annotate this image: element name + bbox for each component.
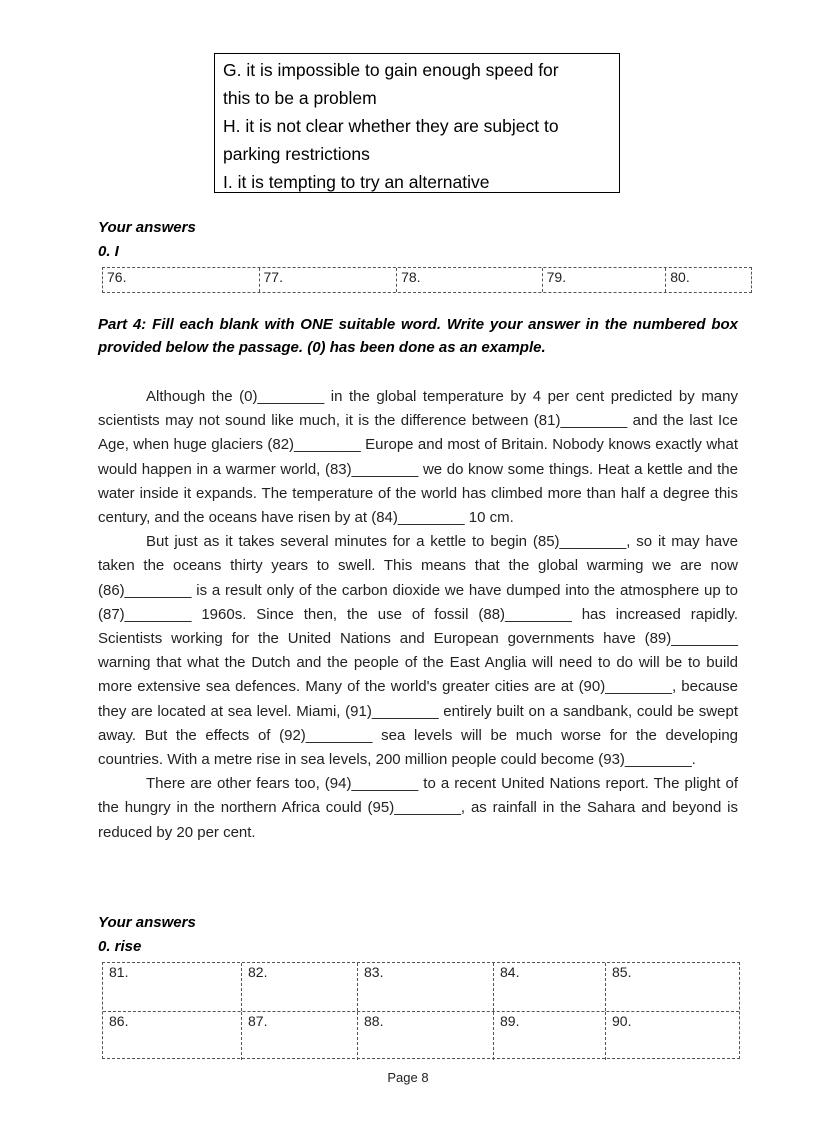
answer-row bbox=[102, 267, 752, 293]
option-line: parking restrictions bbox=[223, 144, 370, 164]
answer-cell[interactable]: 77. bbox=[259, 268, 397, 292]
answer-cell[interactable]: 78. bbox=[396, 268, 542, 292]
answers-example: 0. rise bbox=[98, 938, 142, 955]
answer-cell[interactable]: 86. bbox=[109, 1013, 129, 1029]
answers-heading: Your answers bbox=[98, 914, 196, 931]
options-box bbox=[214, 53, 620, 193]
answer-grid-row bbox=[103, 1011, 739, 1060]
passage-paragraph: But just as it takes several minutes for a kettle to begin (85)________, so it may have taken the oceans thirty years to swell. This means that the global warming we are now (86)________ is a result only of the carbon dioxide we have dumped into the atmosphere up to (87)________ 1960s. Since then, the use of fossil (88)________ has increased rapidly. Scientists working for the United Nations and European governments have (89)________ warning that what the Dutch and the people of the East Anglia will need to do will be to build more extensive sea defences. Many of the world's greater cities are at (90)________, because they are located at sea level. Miami, (91)________ entirely built on a sandbank, could be swept away. But the effects of (92)________ sea levels will be much worse for the developing countries. With a metre rise in sea levels, 200 million people could become (93)________. bbox=[98, 533, 738, 769]
passage bbox=[98, 385, 738, 845]
passage-paragraph: There are other fears too, (94)________ to a recent United Nations report. The plight of the hungry in the northern Africa could (95)________, as rainfall in the Sahara and beyond is reduced by 20 per cent. bbox=[98, 775, 738, 841]
answer-cell[interactable]: 80. bbox=[665, 268, 751, 292]
option-line: this to be a problem bbox=[223, 88, 377, 108]
answers-heading: Your answers bbox=[98, 219, 196, 236]
answer-cell[interactable]: 90. bbox=[605, 1012, 739, 1060]
answers-example: 0. I bbox=[98, 243, 119, 260]
answer-cell[interactable]: 84. bbox=[493, 963, 605, 1011]
page-number: Page 8 bbox=[387, 1070, 429, 1085]
answer-cell[interactable]: 76. bbox=[107, 269, 127, 285]
answer-grid bbox=[102, 962, 740, 1059]
answer-cell[interactable]: 88. bbox=[357, 1012, 493, 1060]
answer-cell[interactable]: 89. bbox=[493, 1012, 605, 1060]
option-line: I. it is tempting to try an alternative bbox=[223, 172, 490, 192]
answer-cell[interactable]: 79. bbox=[542, 268, 666, 292]
answer-cell[interactable]: 82. bbox=[241, 963, 357, 1011]
answer-cell[interactable]: 81. bbox=[109, 964, 129, 980]
answer-cell[interactable]: 83. bbox=[357, 963, 493, 1011]
option-line: H. it is not clear whether they are subject to bbox=[223, 116, 559, 136]
answer-cell[interactable]: 87. bbox=[241, 1012, 357, 1060]
passage-paragraph: Although the (0)________ in the global temperature by 4 per cent predicted by many scientists may not sound like much, it is the difference between (81)________ and the last Ice Age, when huge glaciers (82)________ Europe and most of Britain. Nobody knows exactly what would happen in a warmer world, (83)________ we do know some things. Heat a kettle and the water inside it expands. The temperature of the world has climbed more than half a degree this century, and the oceans have risen by at (84)________ 10 cm. bbox=[98, 388, 738, 527]
answer-cell[interactable]: 85. bbox=[605, 963, 739, 1011]
part4-instructions: Part 4: Fill each blank with ONE suitable word. Write your answer in the numbered box provided below the passage. (0) has been done as an example. bbox=[98, 316, 738, 356]
answer-grid-row bbox=[103, 963, 739, 1011]
option-line: G. it is impossible to gain enough speed for bbox=[223, 60, 559, 80]
